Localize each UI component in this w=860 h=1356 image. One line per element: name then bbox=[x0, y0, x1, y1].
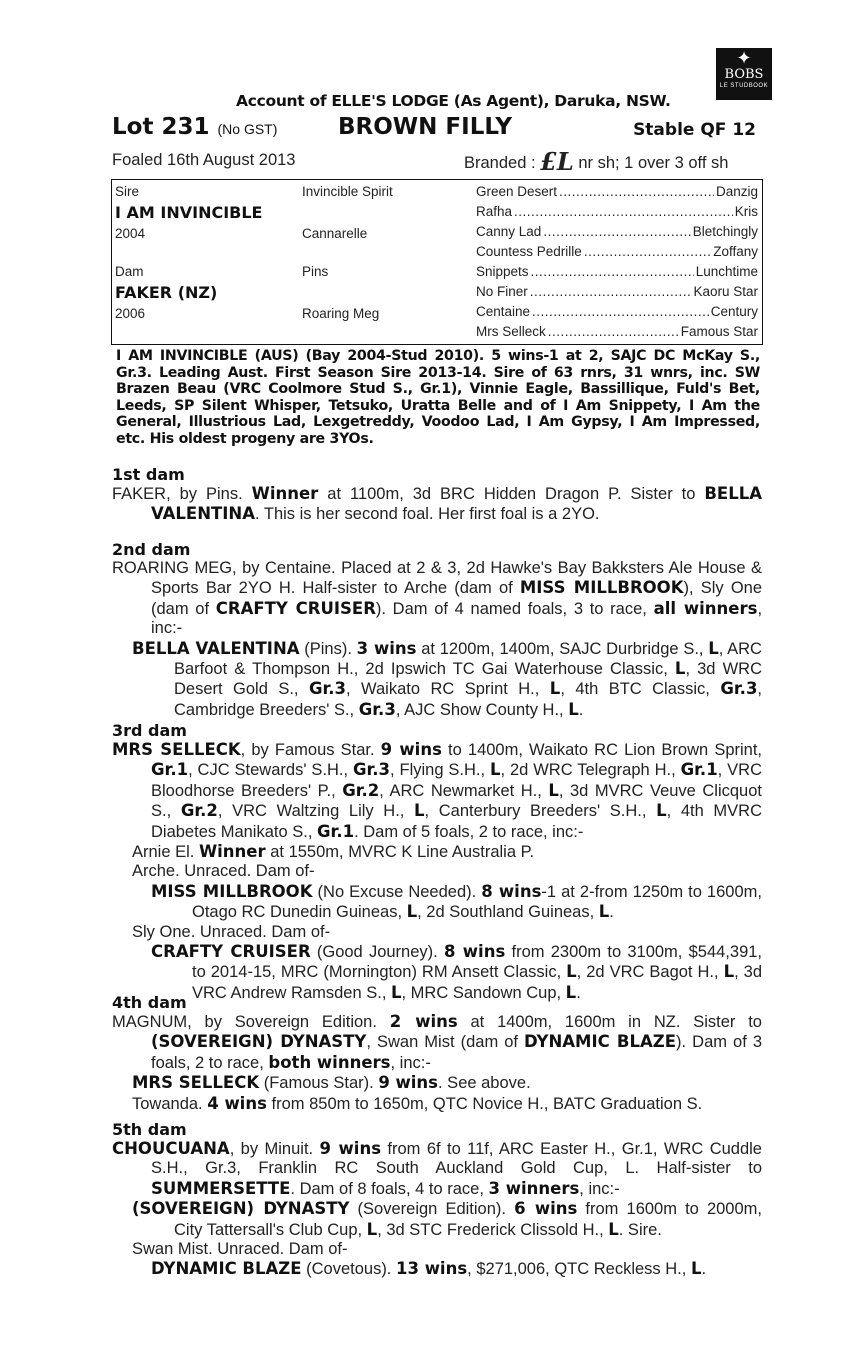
section-heading: 5th dam bbox=[112, 1120, 187, 1139]
sire-sire: Invincible Spirit bbox=[302, 184, 393, 199]
dam-sire: Pins bbox=[302, 264, 329, 279]
sire-label: Sire bbox=[115, 184, 140, 199]
section-heading: 1st dam bbox=[112, 465, 185, 484]
ancestor-row: Rafha ..... Kris bbox=[476, 204, 758, 219]
progeny-entry: Sly One. Unraced. Dam of- bbox=[132, 922, 331, 941]
progeny-entry: Towanda. 4 wins from 850m to 1650m, QTC Novice H., BATC Graduation S. bbox=[132, 1093, 703, 1113]
ancestor-row: Centaine ..... Century bbox=[476, 304, 758, 319]
ancestor-row: Snippets ..... Lunchtime bbox=[476, 264, 758, 279]
progeny-entry: DYNAMIC BLAZE (Covetous). 13 wins, $271,006, QTC Reckless H., L. bbox=[151, 1259, 707, 1279]
foaled-date: Foaled 16th August 2013 bbox=[112, 151, 296, 169]
ancestor-row: Mrs Selleck ..... Famous Star bbox=[476, 324, 758, 339]
brand-mark: £L bbox=[540, 147, 574, 176]
dam-paragraph: FAKER, by Pins. Winner at 1100m, 3d BRC Hidden Dragon P. Sister to BELLA VALENTINA. This is her second foal. Her first foal is a 2YO. bbox=[112, 484, 762, 524]
dam-dam: Roaring Meg bbox=[302, 306, 380, 321]
sire-name: I AM INVINCIBLE bbox=[115, 203, 263, 222]
progeny-entry: MISS MILLBROOK (No Excuse Needed). 8 wins-1 at 2-from 1250m to 1600m, Otago RC Dunedin Guineas, L, 2d Southland Guineas, L. bbox=[151, 881, 762, 922]
gst-note: (No GST) bbox=[217, 121, 278, 137]
dam-paragraph: MAGNUM, by Sovereign Edition. 2 wins at 1400m, 1600m in NZ. Sister to (SOVEREIGN) DYNASTY, Swan Mist (dam of DYNAMIC BLAZE). Dam of 3 foals, 2 to race, both winners, inc:- bbox=[112, 1012, 763, 1072]
dam-label: Dam bbox=[115, 264, 144, 279]
ancestor-row: Canny Lad ..... Bletchingly bbox=[476, 224, 758, 239]
progeny-entry: Arche. Unraced. Dam of- bbox=[132, 862, 315, 881]
progeny-entry: (SOVEREIGN) DYNASTY (Sovereign Edition). 6 wins from 1600m to 2000m, City Tattersall's Club Cup, L, 3d STC Frederick Clissold H., L. Sire. bbox=[132, 1199, 762, 1239]
dam-paragraph: CHOUCUANA, by Minuit. 9 wins from 6f to 11f, ARC Easter H., Gr.1, WRC Cuddle S.H., Gr.3, Franklin RC South Auckland Gold Cup, L. Half-sister to SUMMERSETTE. Dam of 8 foals, 4 to race, 3 winners, inc:- bbox=[112, 1139, 762, 1198]
first-dam-section bbox=[112, 466, 762, 525]
branded-label: Branded : bbox=[464, 154, 536, 172]
fourth-dam-section bbox=[112, 994, 762, 1114]
pedigree-table bbox=[111, 179, 763, 345]
fifth-dam-section bbox=[112, 1121, 762, 1280]
section-heading: 4th dam bbox=[112, 993, 187, 1012]
progeny-entry: Arnie El. Winner at 1550m, MVRC K Line Australia P. bbox=[132, 842, 535, 862]
account-line: Account of ELLE'S LODGE (As Agent), Daruka, NSW. bbox=[236, 92, 671, 110]
ancestor-row: Green Desert ..... Danzig bbox=[476, 184, 758, 199]
section-heading: 2nd dam bbox=[112, 540, 191, 559]
dam-year: 2006 bbox=[115, 306, 146, 321]
progeny-entry: Swan Mist. Unraced. Dam of- bbox=[132, 1240, 348, 1259]
bird-icon: ✦ bbox=[736, 48, 752, 68]
dam-paragraph: ROARING MEG, by Centaine. Placed at 2 & 3, 2d Hawke's Bay Bakksters Ale House & Sports Bar 2YO H. Half-sister to Arche (dam of MISS MILLBROOK), Sly One (dam of CRAFTY CRUISER). Dam of 4 named foals, 3 to race, all winners, inc:- bbox=[112, 559, 763, 638]
bobs-logo bbox=[716, 48, 772, 100]
logo-subtitle: LE STUDBOOK bbox=[719, 83, 769, 89]
lot-header bbox=[112, 114, 760, 144]
lot-label: Lot 231 bbox=[112, 114, 210, 140]
section-heading: 3rd dam bbox=[112, 721, 187, 740]
logo-name: BOBS bbox=[724, 67, 764, 82]
lot-title: BROWN FILLY bbox=[338, 114, 513, 140]
ancestor-row: Countess Pedrille ..... Zoffany bbox=[476, 244, 758, 259]
progeny-entry: BELLA VALENTINA (Pins). 3 wins at 1200m, 1400m, SAJC Durbridge S., L, ARC Barfoot & Thompson H., 2d Ipswich TC Gai Waterhouse Classic, L, 3d WRC Desert Gold S., Gr.3, Waikato RC Sprint H., L, 4th BTC Classic, Gr.3, Cambridge Breeders' S., Gr.3, AJC Show County H., L. bbox=[132, 638, 763, 719]
progeny-entry: CRAFTY CRUISER (Good Journey). 8 wins from 2300m to 3100m, $544,391, to 2014-15, MRC (Mornington) RM Ansett Classic, L, 2d VRC Bagot H., L, 3d VRC Andrew Ramsden S., L, MRC Sandown Cup, L. bbox=[151, 942, 763, 1002]
stable-location: Stable QF 12 bbox=[633, 120, 756, 140]
second-dam-section bbox=[112, 541, 762, 720]
ancestor-row: No Finer ..... Kaoru Star bbox=[476, 284, 758, 299]
brand-text: nr sh; 1 over 3 off sh bbox=[578, 154, 729, 172]
progeny-entry: MRS SELLECK (Famous Star). 9 wins. See above. bbox=[132, 1073, 531, 1093]
third-dam-section bbox=[112, 722, 762, 1003]
dam-name: FAKER (NZ) bbox=[115, 283, 218, 302]
sire-summary: I AM INVINCIBLE (AUS) (Bay 2004-Stud 2010). 5 wins-1 at 2, SAJC DC McKay S., Gr.3. Leading Aust. First Season Sire 2013-14. Sire of 63 rnrs, 31 wnrs, inc. SW Brazen Beau (VRC Coolmore Stud S., Gr.1), Vinnie Eagle, Bassillique, Fuld's Bet, Leeds, SP Silent Whisper, Tetsuko, Uratta Belle and of I Am Snippety, I Am the General, Illustrious Lad, Lexgetreddy, Voodoo Lad, I Am Gypsy, I Am Impressed, etc. His oldest progeny are 3YOs. bbox=[116, 348, 760, 447]
sire-year: 2004 bbox=[115, 226, 146, 241]
lot-number bbox=[112, 114, 277, 140]
dam-paragraph: MRS SELLECK, by Famous Star. 9 wins to 1400m, Waikato RC Lion Brown Sprint, Gr.1, CJC Stewards' S.H., Gr.3, Flying S.H., L, 2d WRC Telegraph H., Gr.1, VRC Bloodhorse Breeders' P., Gr.2, ARC Newmarket H., L, 3d MVRC Veuve Clicquot S., Gr.2, VRC Waltzing Lily H., L, Canterbury Breeders' S.H., L, 4th MVRC Diabetes Manikato S., Gr.1. Dam of 5 foals, 2 to race, inc:- bbox=[112, 740, 763, 841]
brand-info bbox=[464, 147, 728, 176]
sire-dam: Cannarelle bbox=[302, 226, 368, 241]
